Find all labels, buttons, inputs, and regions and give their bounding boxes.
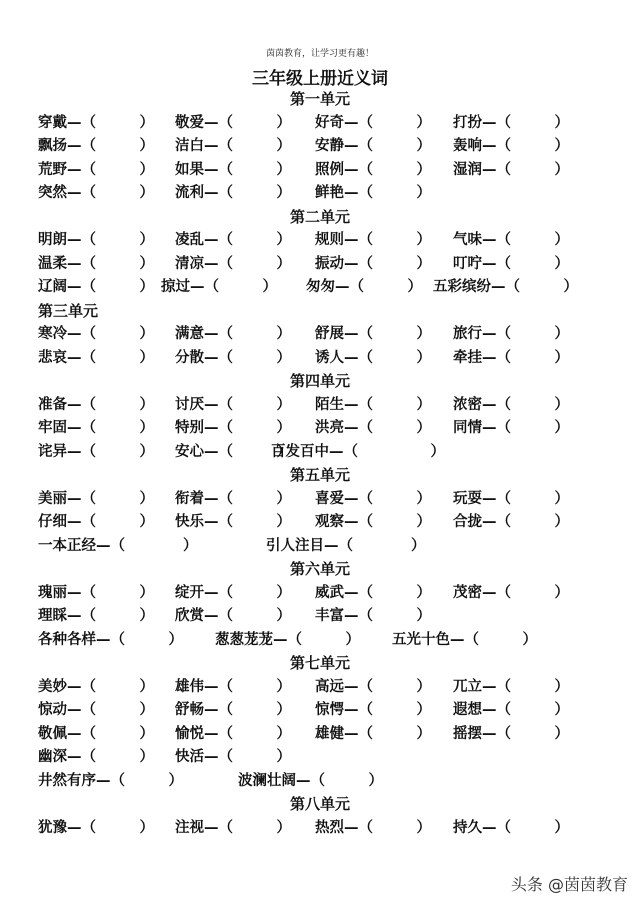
exercise-row <box>38 582 638 606</box>
synonym-exercise: 舒展—（ ） <box>315 326 431 342</box>
synonym-exercise: 惊动—（ ） <box>38 702 154 718</box>
synonym-exercise: 温柔—（ ） <box>38 255 154 272</box>
synonym-exercise: 牢固—（ ） <box>38 420 154 436</box>
synonym-exercise: 丰富—（ ） <box>315 608 431 624</box>
synonym-exercise: 摇摆—（ ） <box>453 725 569 742</box>
synonym-exercise: 一本正经—（ ） <box>38 537 198 554</box>
synonym-exercise: 威武—（ ） <box>315 584 431 601</box>
exercise-row <box>38 770 638 794</box>
synonym-exercise: 准备—（ ） <box>38 396 154 413</box>
watermark: 头条 @茵茵教育 <box>510 875 628 894</box>
synonym-exercise: 安心—（ ） <box>175 443 291 460</box>
synonym-exercise: 流利—（ ） <box>175 185 291 201</box>
unit-heading: 第六单元 <box>289 560 350 578</box>
exercise-row <box>38 488 638 512</box>
synonym-exercise: 洪亮—（ ） <box>315 420 431 436</box>
synonym-exercise: 遐想—（ ） <box>453 702 569 718</box>
synonym-exercise: 满意—（ ） <box>175 326 291 342</box>
synonym-exercise: 欣赏—（ ） <box>175 608 291 624</box>
synonym-exercise: 诧异—（ ） <box>38 443 154 460</box>
synonym-exercise: 辽阔—（ ） <box>38 279 154 295</box>
synonym-exercise: 轰响—（ ） <box>453 138 569 154</box>
synonym-exercise: 快乐—（ ） <box>175 514 291 530</box>
synonym-exercise: 诱人—（ ） <box>315 349 431 366</box>
unit-heading: 第一单元 <box>289 90 350 108</box>
synonym-exercise: 照例—（ ） <box>315 161 431 178</box>
synonym-exercise: 飘扬—（ ） <box>38 138 154 154</box>
synonym-exercise: 敬佩—（ ） <box>38 725 154 742</box>
synonym-exercise: 高远—（ ） <box>315 678 431 695</box>
unit-heading: 第八单元 <box>289 795 350 813</box>
synonym-exercise: 井然有序—（ ） <box>38 772 183 789</box>
synonym-exercise: 惊愕—（ ） <box>315 702 431 718</box>
synonym-exercise: 葱葱茏茏—（ ） <box>215 631 360 648</box>
synonym-exercise: 悲哀—（ ） <box>38 349 154 366</box>
exercise-row <box>38 135 638 159</box>
synonym-list <box>38 88 638 840</box>
synonym-exercise: 百发百中—（ ） <box>271 443 445 460</box>
synonym-exercise: 兀立—（ ） <box>453 678 569 695</box>
synonym-exercise: 气味—（ ） <box>453 232 569 248</box>
exercise-row <box>38 182 638 206</box>
synonym-exercise: 犹豫—（ ） <box>38 819 154 836</box>
exercise-row <box>38 676 638 700</box>
synonym-exercise: 敬爱—（ ） <box>175 114 291 131</box>
unit-heading: 第五单元 <box>289 466 350 484</box>
synonym-exercise: 瑰丽—（ ） <box>38 584 154 601</box>
synonym-exercise: 叮咛—（ ） <box>453 255 569 272</box>
synonym-exercise: 突然—（ ） <box>38 185 154 201</box>
synonym-exercise: 引人注目—（ ） <box>266 537 426 554</box>
synonym-exercise: 清凉—（ ） <box>175 255 291 272</box>
exercise-row <box>38 511 638 535</box>
synonym-exercise: 美妙—（ ） <box>38 678 154 695</box>
exercise-row <box>38 159 638 183</box>
synonym-exercise: 好奇—（ ） <box>315 114 431 131</box>
synonym-exercise: 波澜壮阔—（ ） <box>238 772 383 789</box>
synonym-exercise: 打扮—（ ） <box>453 114 569 131</box>
exercise-row <box>38 699 638 723</box>
synonym-exercise: 理睬—（ ） <box>38 608 154 624</box>
unit-heading: 第三单元 <box>38 301 99 320</box>
synonym-exercise: 分散—（ ） <box>175 349 291 366</box>
exercise-row <box>38 723 638 747</box>
synonym-exercise: 舒畅—（ ） <box>175 702 291 718</box>
exercise-row <box>38 605 638 629</box>
synonym-exercise: 鲜艳—（ ） <box>315 185 431 201</box>
page-title: 三年级上册近义词 <box>252 69 388 89</box>
exercise-row <box>38 112 638 136</box>
unit-heading: 第七单元 <box>289 654 350 672</box>
synonym-exercise: 洁白—（ ） <box>175 138 291 154</box>
synonym-exercise: 讨厌—（ ） <box>175 396 291 413</box>
synonym-exercise: 茂密—（ ） <box>453 584 569 601</box>
synonym-exercise: 持久—（ ） <box>453 819 569 836</box>
synonym-exercise: 注视—（ ） <box>175 819 291 836</box>
exercise-row <box>38 323 638 347</box>
synonym-exercise: 陌生—（ ） <box>315 396 431 413</box>
synonym-exercise: 振动—（ ） <box>315 255 431 272</box>
synonym-exercise: 匆匆—（ ） <box>306 279 422 295</box>
synonym-exercise: 如果—（ ） <box>175 161 291 178</box>
synonym-exercise: 湿润—（ ） <box>453 161 569 178</box>
exercise-row <box>38 535 638 559</box>
synonym-exercise: 五光十色—（ ） <box>392 631 537 648</box>
synonym-exercise: 安静—（ ） <box>315 138 431 154</box>
synonym-exercise: 浓密—（ ） <box>453 396 569 413</box>
unit-heading: 第四单元 <box>289 372 350 390</box>
synonym-exercise: 快活—（ ） <box>175 749 291 765</box>
synonym-exercise: 规则—（ ） <box>315 232 431 248</box>
synonym-exercise: 寒冷—（ ） <box>38 326 154 342</box>
synonym-exercise: 明朗—（ ） <box>38 232 154 248</box>
exercise-row <box>38 347 638 371</box>
synonym-exercise: 绽开—（ ） <box>175 584 291 601</box>
exercise-row <box>38 629 638 653</box>
synonym-exercise: 各种各样—（ ） <box>38 631 183 648</box>
synonym-exercise: 同情—（ ） <box>453 420 569 436</box>
synonym-exercise: 热烈—（ ） <box>315 819 431 836</box>
synonym-exercise: 凌乱—（ ） <box>175 232 291 248</box>
synonym-exercise: 愉悦—（ ） <box>175 725 291 742</box>
exercise-row <box>38 276 638 300</box>
exercise-row <box>38 817 638 841</box>
unit-heading: 第二单元 <box>289 207 350 226</box>
synonym-exercise: 仔细—（ ） <box>38 514 154 530</box>
synonym-exercise: 旅行—（ ） <box>453 326 569 342</box>
synonym-exercise: 掠过—（ ） <box>161 279 277 295</box>
page-header: 茵茵教育，让学习更有趣！ <box>265 49 374 59</box>
synonym-exercise: 雄健—（ ） <box>315 725 431 742</box>
synonym-exercise: 牵挂—（ ） <box>453 349 569 366</box>
synonym-exercise: 合拢—（ ） <box>453 514 569 530</box>
exercise-row <box>38 229 638 253</box>
synonym-exercise: 观察—（ ） <box>315 514 431 530</box>
exercise-row <box>38 394 638 418</box>
synonym-exercise: 荒野—（ ） <box>38 161 154 178</box>
synonym-exercise: 衔着—（ ） <box>175 490 291 507</box>
synonym-exercise: 穿戴—（ ） <box>38 114 154 131</box>
exercise-row <box>38 746 638 770</box>
synonym-exercise: 幽深—（ ） <box>38 749 154 765</box>
synonym-exercise: 特别—（ ） <box>175 420 291 436</box>
exercise-row <box>38 417 638 441</box>
exercise-row <box>38 253 638 277</box>
exercise-row <box>38 441 638 465</box>
synonym-exercise: 美丽—（ ） <box>38 490 154 507</box>
synonym-exercise: 喜爱—（ ） <box>315 490 431 507</box>
synonym-exercise: 玩耍—（ ） <box>453 490 569 507</box>
synonym-exercise: 雄伟—（ ） <box>175 678 291 695</box>
synonym-exercise: 五彩缤纷—（ ） <box>433 279 578 295</box>
